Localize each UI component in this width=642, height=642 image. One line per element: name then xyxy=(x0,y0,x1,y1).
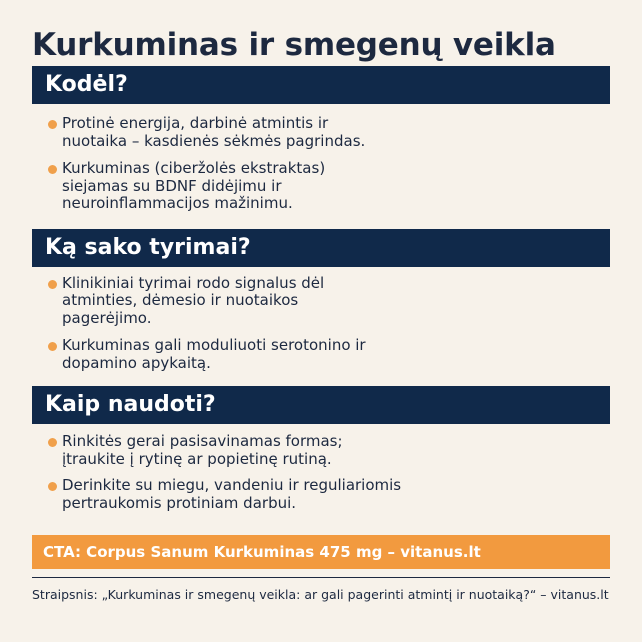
section-heading: Kaip naudoti? xyxy=(32,386,610,424)
bullet-text: Derinkite su miegu, vandeniu ir reguliariomis pertraukomis protiniam darbui. xyxy=(62,476,402,512)
bullet-item xyxy=(32,477,402,512)
section-heading: Kodėl? xyxy=(32,66,610,104)
page-title: Kurkuminas ir smegenų veikla xyxy=(32,27,556,63)
bullet-item xyxy=(32,337,412,372)
bullet-dot-icon xyxy=(48,280,57,289)
divider xyxy=(32,577,610,578)
bullet-item xyxy=(32,115,392,150)
section-tyrimai xyxy=(32,229,610,373)
bullet-text: Protinė energija, darbinė atmintis ir nuotaika – kasdienės sėkmės pagrindas. xyxy=(62,114,366,150)
section-kodel xyxy=(32,66,610,213)
bullet-text: Kurkuminas (ciberžolės ekstraktas) siejamas su BDNF didėjimu ir neuroinflammacijos mažinimu. xyxy=(62,159,326,212)
bullet-item xyxy=(32,433,392,468)
bullet-text: Klinikiniai tyrimai rodo signalus dėl atminties, dėmesio ir nuotaikos pagerėjimo. xyxy=(62,273,325,327)
bullet-item xyxy=(32,160,382,213)
bullet-text: Rinkitės gerai pasisavinamas formas; įtraukite į rytinę ar popietinę rutiną. xyxy=(62,432,343,468)
section-heading: Ką sako tyrimai? xyxy=(32,229,610,267)
bullet-dot-icon xyxy=(48,482,57,491)
section-naudoti xyxy=(32,386,610,512)
footer-source: Straipsnis: „Kurkuminas ir smegenų veikla: ar gali pagerinti atmintį ir nuotaiką?“ – vitanus.lt xyxy=(32,587,609,602)
bullet-dot-icon xyxy=(48,120,57,129)
bullet-item xyxy=(32,275,362,328)
infographic xyxy=(32,26,610,602)
bullet-dot-icon xyxy=(48,438,57,447)
bullet-text: Kurkuminas gali moduliuoti serotonino ir dopamino apykaitą. xyxy=(62,336,366,372)
cta-banner[interactable]: CTA: Corpus Sanum Kurkuminas 475 mg – vitanus.lt xyxy=(32,535,610,569)
bullet-dot-icon xyxy=(48,165,57,174)
bullet-dot-icon xyxy=(48,342,57,351)
